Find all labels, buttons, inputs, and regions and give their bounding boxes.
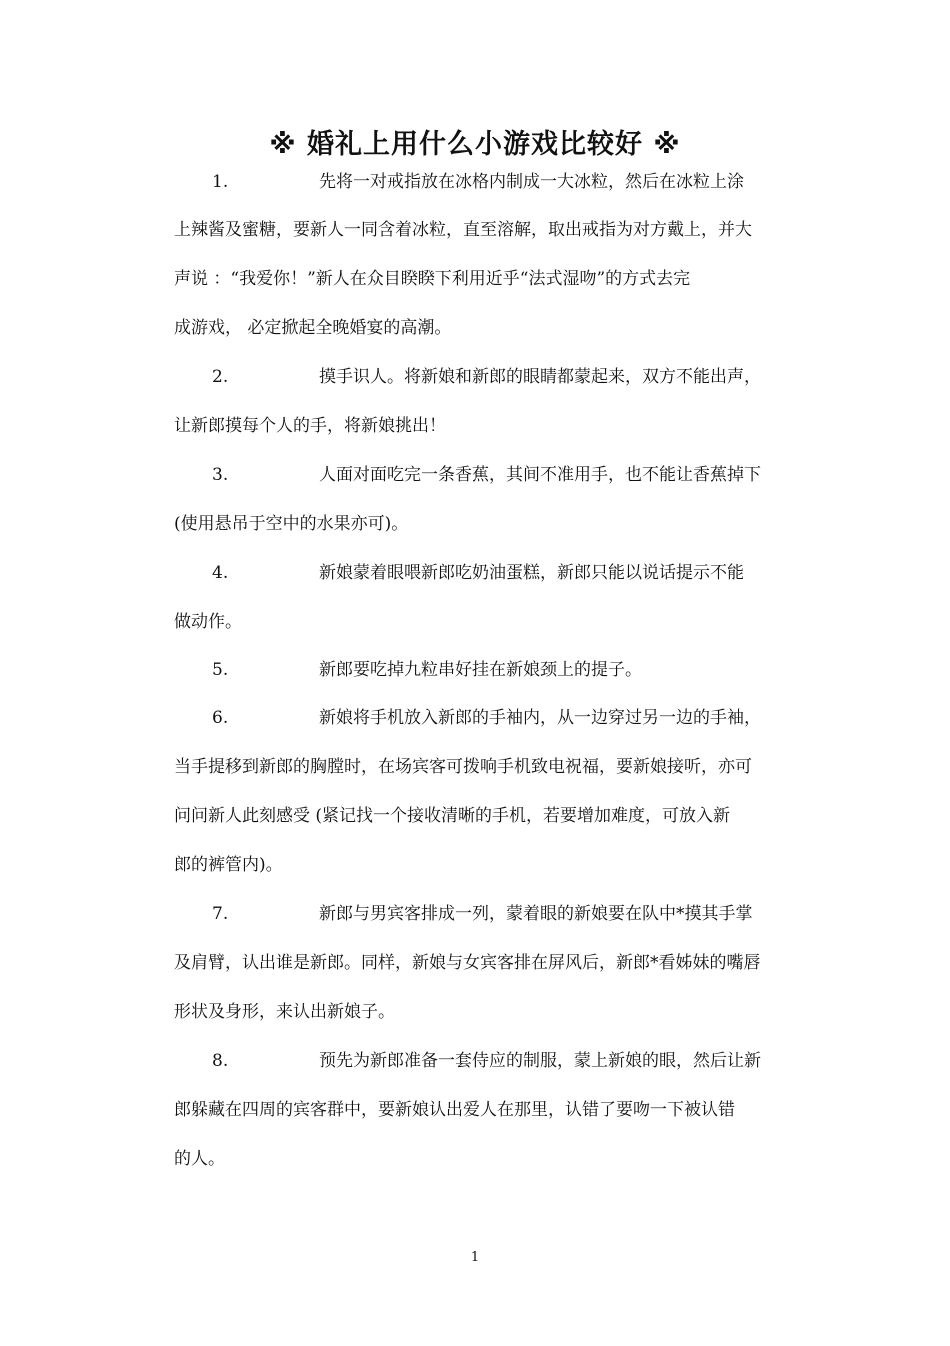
item-number: 4. [212, 563, 229, 583]
page-title: ※ 婚礼上用什么小游戏比较好 ※ [269, 129, 681, 160]
item-1-line-2: 上辣酱及蜜糖，要新人一同含着冰粒，直至溶解，取出戒指为对方戴上，并大 [174, 220, 752, 240]
item-1-line-4: 成游戏， 必定掀起全晚婚宴的高潮。 [174, 318, 452, 338]
item-number: 7. [212, 904, 229, 924]
item-6-line-4: 郎的裤管内)。 [174, 855, 283, 875]
item-8-line-2: 郎躲藏在四周的宾客群中，要新娘认出爱人在那里，认错了要吻一下被认错 [174, 1100, 735, 1120]
item-number: 2. [212, 367, 229, 387]
item-number: 3. [212, 465, 229, 485]
item-4-line-1: 4. 新娘蒙着眼喂新郎吃奶油蛋糕，新郎只能以说话提示不能 [174, 561, 810, 585]
item-6-line-1: 6. 新娘将手机放入新郎的手袖内，从一边穿过另一边的手袖， [174, 706, 810, 730]
item-6-line-2: 当手提移到新郎的胸膛时，在场宾客可拨响手机致电祝福，要新娘接听，亦可 [174, 757, 752, 777]
item-7-line-2: 及肩臂，认出谁是新郎。同样，新娘与女宾客排在屏风后，新郎*看姊妹的嘴唇 [174, 953, 761, 973]
item-8-line-1: 8. 预先为新郎准备一套侍应的制服，蒙上新娘的眼，然后让新 [174, 1049, 810, 1073]
item-7-line-3: 形状及身形，来认出新娘子。 [174, 1002, 395, 1022]
item-7-line-1: 7. 新郎与男宾客排成一列，蒙着眼的新娘要在队中*摸其手掌 [174, 902, 810, 926]
item-4-line-2: 做动作。 [174, 612, 242, 632]
item-5-line-1: 5. 新郎要吃掉九粒串好挂在新娘颈上的提子。 [174, 658, 810, 682]
item-number: 1. [212, 172, 229, 192]
item-8-line-3: 的人。 [174, 1149, 225, 1169]
item-1-line-1: 1. 先将一对戒指放在冰格内制成一大冰粒，然后在冰粒上涂 [174, 170, 810, 194]
item-1-line-3: 声说 ：“我爱你！”新人在众目睽睽下利用近乎“法式湿吻”的方式去完 [174, 269, 691, 289]
item-3-line-1: 3. 人面对面吃完一条香蕉，其间不准用手，也不能让香蕉掉下 [174, 463, 810, 487]
item-number: 8. [212, 1051, 229, 1071]
item-3-line-2: (使用悬吊于空中的水果亦可)。 [174, 514, 409, 534]
page-number: 1 [470, 1250, 480, 1265]
item-number: 5. [212, 660, 229, 680]
item-6-line-3: 问问新人此刻感受 (紧记找一个接收清晰的手机，若要增加难度，可放入新 [174, 806, 731, 826]
item-2-line-1: 2. 摸手识人。将新娘和新郎的眼睛都蒙起来，双方不能出声， [174, 365, 810, 389]
item-number: 6. [212, 708, 229, 728]
item-2-line-2: 让新郎摸每个人的手，将新娘挑出！ [174, 416, 446, 436]
